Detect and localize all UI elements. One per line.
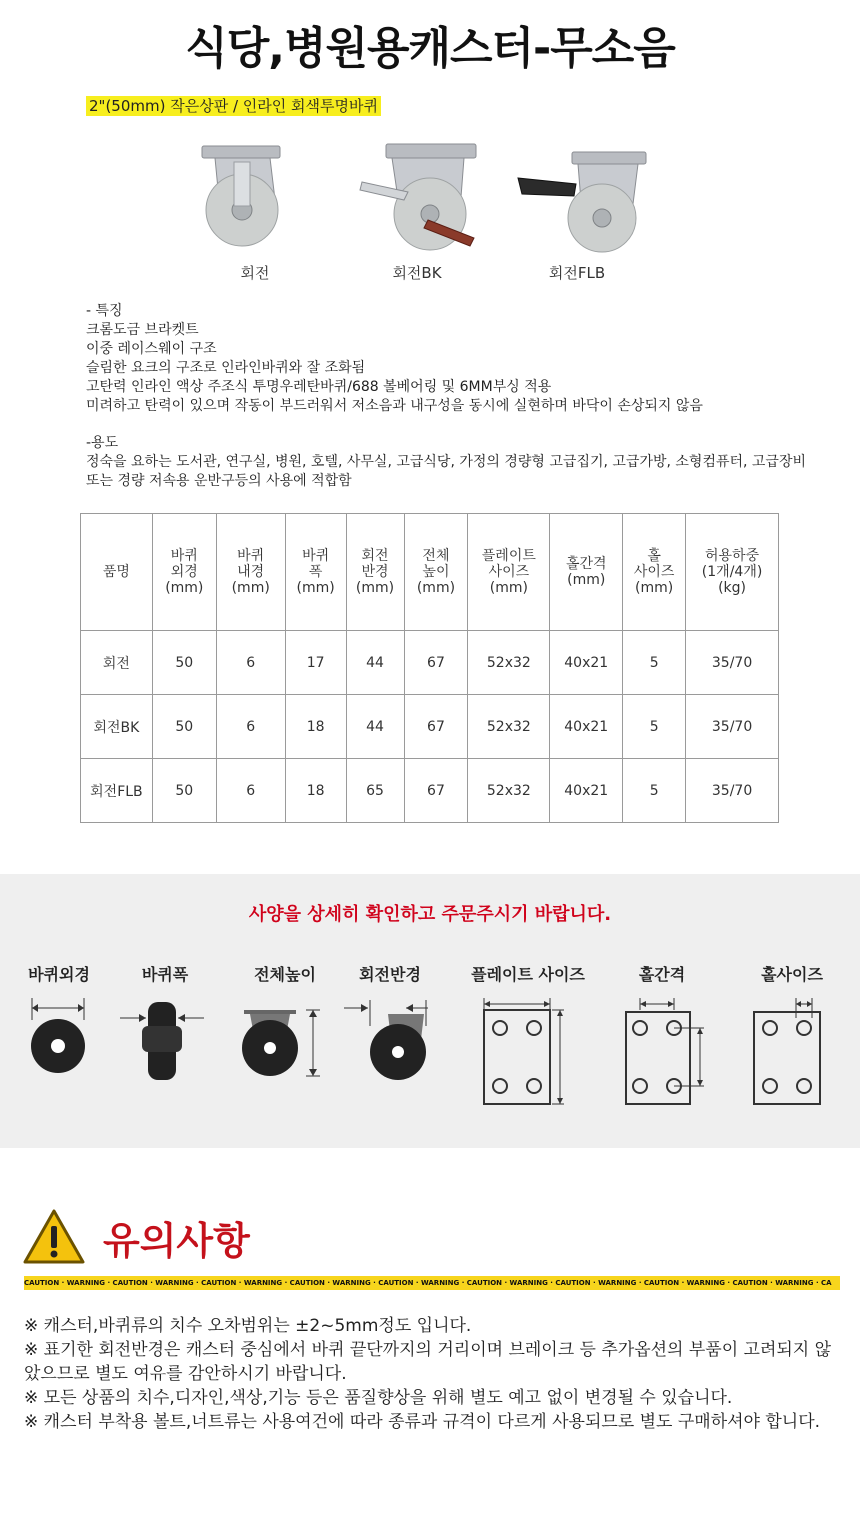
header-line: (mm): [296, 580, 335, 596]
header-line: 품명: [102, 564, 130, 580]
table-header-cell: [152, 514, 216, 631]
header-line: (mm): [489, 580, 528, 596]
feature-line: 슬림한 요크의 구조로 인라인바퀴와 잘 조화됨: [86, 360, 366, 376]
table-cell: 67: [404, 759, 468, 823]
header-line: 바퀴: [170, 548, 198, 564]
size-item-label: 플레이트 사이즈: [471, 965, 585, 984]
caution-title: 유의사항: [103, 1219, 250, 1263]
header-line: (mm): [231, 580, 270, 596]
table-cell: 44: [346, 695, 404, 759]
table-cell: 35/70: [686, 631, 779, 695]
table-cell: 17: [285, 631, 346, 695]
header-line: (kg): [718, 580, 747, 596]
header-line: 사이즈: [488, 564, 530, 580]
size-item-label: 바퀴외경: [28, 965, 90, 984]
feature-line: 이중 레이스웨이 구조: [86, 341, 217, 357]
plate-size-icon: [468, 996, 588, 1106]
table-cell: 35/70: [686, 695, 779, 759]
total-height-icon: [240, 996, 330, 1086]
table-cell: 회전FLB: [81, 759, 153, 823]
usage-heading: -용도: [86, 435, 119, 451]
swivel-front-brake-caster-icon: [502, 138, 652, 263]
table-header-cell: [404, 514, 468, 631]
caution-note: ※ 캐스터 부착용 볼트,너트류는 사용여건에 따라 종류과 규격이 다르게 사용되므로 별도 구매하셔야 합니다.: [24, 1412, 821, 1432]
table-header-cell: [623, 514, 686, 631]
table-cell: 5: [623, 695, 686, 759]
hole-spacing-icon: [612, 996, 712, 1106]
header-line: 홀간격: [565, 556, 607, 572]
header-line: (mm): [165, 580, 204, 596]
table-cell: 50: [152, 695, 216, 759]
header-line: 회전: [361, 548, 389, 564]
table-header-row: [81, 514, 779, 631]
table-header-cell: [81, 514, 153, 631]
caution-tape: CAUTION · WARNING · CAUTION · WARNING · CAUTION · WARNING · CAUTION · WARNING · CAUTION · WARNING · CAUTION · WARNING · CAUTION · WARNING · CAUTION · WARNING · CAUTION · WARNING · CA: [24, 1276, 840, 1290]
warning-icon: [22, 1208, 86, 1266]
table-row: [81, 759, 779, 823]
header-line: (mm): [567, 572, 606, 588]
table-row: [81, 695, 779, 759]
table-cell: 67: [404, 631, 468, 695]
header-line: 전체: [422, 548, 450, 564]
size-item-label: 전체높이: [254, 965, 316, 984]
header-line: (mm): [635, 580, 674, 596]
spec-table: [80, 513, 779, 823]
table-cell: 회전BK: [81, 695, 153, 759]
feature-line: 고탄력 인라인 액상 주조식 투명우레탄바퀴/688 볼베어링 및 6MM부싱 적용: [86, 379, 552, 395]
table-cell: 44: [346, 631, 404, 695]
table-cell: 5: [623, 631, 686, 695]
header-line: (mm): [355, 580, 395, 596]
hole-size-icon: [742, 996, 842, 1106]
table-cell: 6: [216, 631, 285, 695]
table-cell: 52x32: [468, 631, 550, 695]
header-line: 바퀴: [237, 548, 265, 564]
table-header-cell: [346, 514, 404, 631]
size-notice: 사양을 상세히 확인하고 주문주시기 바랍니다.: [248, 904, 612, 925]
header-line: 높이: [422, 564, 450, 580]
table-cell: 40x21: [550, 695, 623, 759]
features-heading: - 특징: [86, 303, 123, 319]
table-cell: 50: [152, 759, 216, 823]
size-item-label: 홀사이즈: [761, 965, 823, 984]
caution-notes: [24, 1314, 836, 1434]
table-cell: 35/70: [686, 759, 779, 823]
wheel-diameter-icon: [24, 996, 94, 1086]
table-cell: 5: [623, 759, 686, 823]
table-row: [81, 631, 779, 695]
feature-line: 크롬도금 브라켓트: [86, 322, 199, 338]
table-header-cell: [468, 514, 550, 631]
table-cell: 65: [346, 759, 404, 823]
wheel-width-icon: [120, 996, 210, 1086]
header-line: 홀: [647, 548, 661, 564]
usage-text: 정숙을 요하는 도서관, 연구실, 병원, 호텔, 사무실, 고급식당, 가정의 경량형 고급집기, 고급가방, 소형컴퓨터, 고급장비 또는 경량 저속용 운반구등의 사용에 적합함: [86, 454, 807, 489]
size-guide: [0, 874, 860, 1148]
header-line: 사이즈: [633, 564, 675, 580]
size-item-label: 바퀴폭: [141, 965, 189, 984]
table-cell: 52x32: [468, 759, 550, 823]
table-cell: 6: [216, 695, 285, 759]
header-line: 플레이트: [481, 548, 536, 564]
header-line: 반경: [361, 564, 389, 580]
header-line: (1개/4개): [701, 564, 763, 580]
swivel-caster-icon: [180, 138, 330, 263]
size-item-label: 회전반경: [359, 965, 421, 984]
header-line: 외경: [170, 564, 198, 580]
table-cell: 50: [152, 631, 216, 695]
swivel-brake-caster-icon: [342, 138, 492, 263]
header-line: 허용하중: [705, 548, 760, 564]
table-header-cell: [285, 514, 346, 631]
table-cell: 52x32: [468, 695, 550, 759]
table-header-cell: [550, 514, 623, 631]
header-line: 바퀴: [302, 548, 330, 564]
feature-line: 미려하고 탄력이 있으며 작동이 부드러워서 저소음과 내구성을 동시에 실현하며 바닥이 손상되지 않음: [86, 398, 703, 414]
table-header-cell: [686, 514, 779, 631]
header-line: 폭: [308, 564, 323, 580]
product-subtitle: 2"(50mm) 작은상판 / 인라인 회색투명바퀴: [86, 96, 381, 116]
product-swivel: [180, 138, 330, 288]
table-cell: 회전: [81, 631, 153, 695]
caution-note: ※ 캐스터,바퀴류의 치수 오차범위는 ±2~5mm정도 입니다.: [24, 1316, 472, 1336]
product-label: 회전FLB: [548, 264, 606, 282]
product-swivel-bk: [342, 138, 492, 288]
table-cell: 40x21: [550, 759, 623, 823]
table-header-cell: [216, 514, 285, 631]
product-label: 회전: [240, 264, 270, 282]
product-label: 회전BK: [392, 264, 442, 282]
caution-note: ※ 모든 상품의 치수,디자인,색상,기능 등은 품질향상을 위해 별도 예고 없이 변경될 수 있습니다.: [24, 1388, 733, 1408]
size-item-label: 홀간격: [638, 965, 686, 984]
table-cell: 40x21: [550, 631, 623, 695]
page-title: 식당,병원용캐스터-무소음: [185, 23, 675, 74]
features-block: [86, 302, 703, 416]
table-cell: 18: [285, 759, 346, 823]
product-swivel-flb: [502, 138, 652, 288]
table-cell: 6: [216, 759, 285, 823]
header-line: (mm): [416, 580, 456, 596]
table-cell: 67: [404, 695, 468, 759]
usage-block: [86, 434, 806, 491]
caution-note: ※ 표기한 회전반경은 캐스터 중심에서 바퀴 끝단까지의 거리이며 브레이크 등 추가옵션의 부품이 고려되지 않았으므로 별도 여유를 감안하시기 바랍니다.: [24, 1340, 832, 1384]
table-cell: 18: [285, 695, 346, 759]
header-line: 내경: [237, 564, 265, 580]
product-photos: [180, 138, 680, 288]
swivel-radius-icon: [340, 996, 440, 1086]
